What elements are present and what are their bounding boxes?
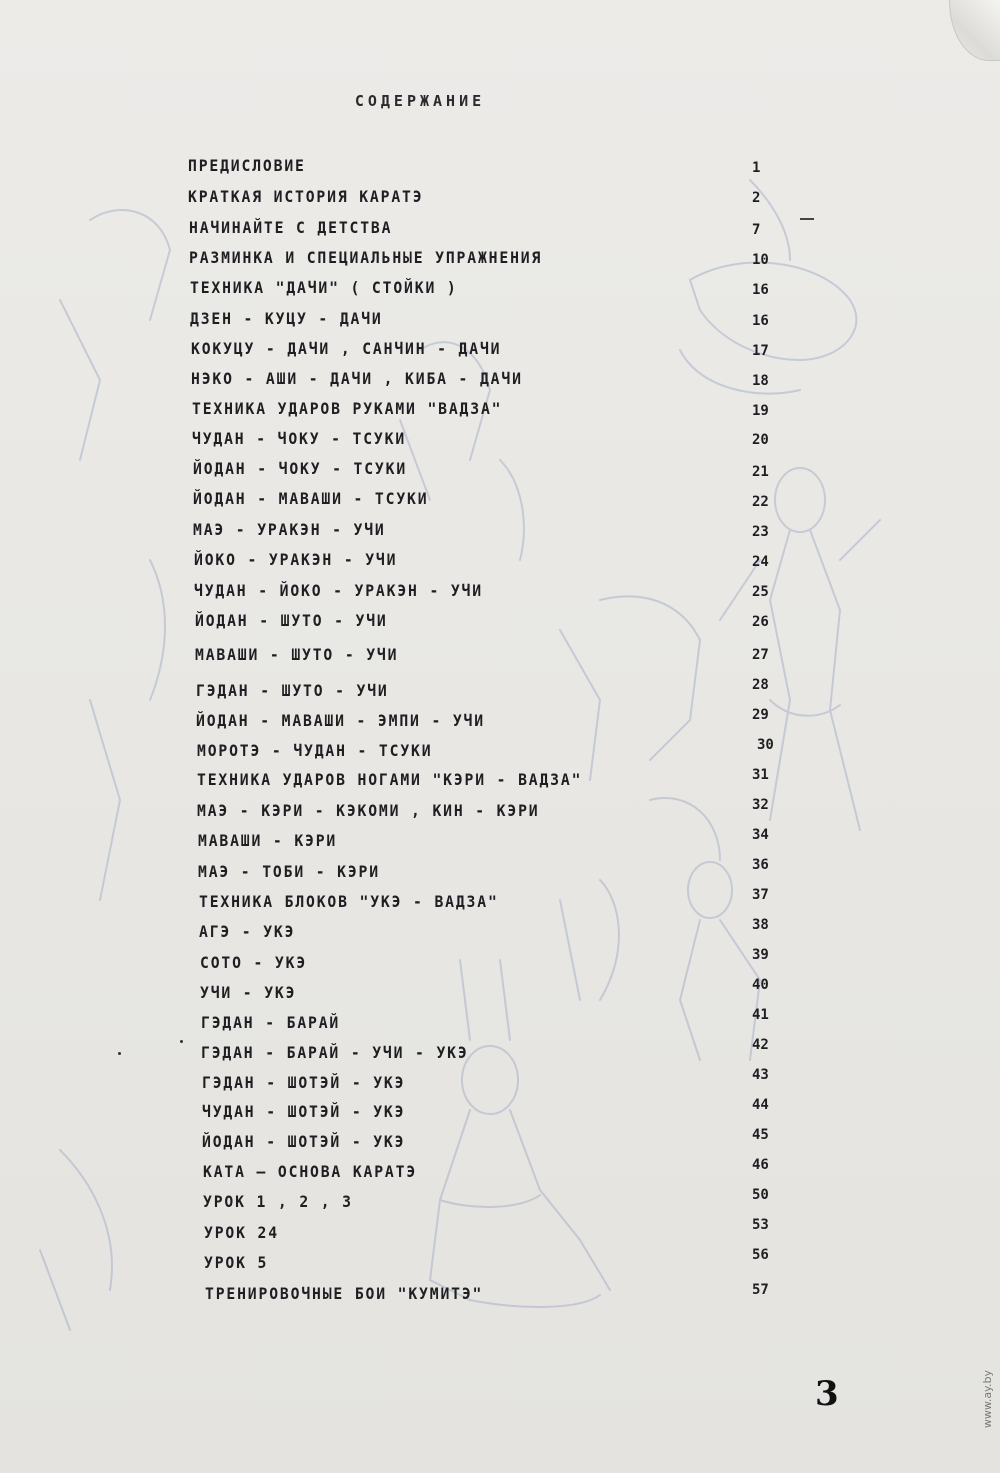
toc-entry-label: МАВАШИ - КЭРИ [198,831,338,850]
page-number: 3 [815,1374,839,1414]
toc-entry-label: ГЭДАН - БАРАЙ [201,1013,341,1032]
toc-entry-page: 56 [752,1247,769,1263]
toc-entry-label: ЙОДАН - ЧОКУ - ТСУКИ [193,459,408,478]
toc-entry-page: 40 [752,977,769,993]
toc-entry-page: 31 [752,767,769,783]
watermark-text: www.ay.by [981,1370,994,1429]
toc-entry-page: 34 [752,827,769,843]
ink-speck [118,1052,121,1055]
toc-entry-page: 57 [752,1282,769,1298]
toc-entry-page: 43 [752,1067,769,1083]
toc-entry-page: 19 [752,403,769,419]
toc-entry-page: 44 [752,1097,769,1113]
toc-entry-label: КОКУЦУ - ДАЧИ , САНЧИН - ДАЧИ [191,339,502,358]
toc-entry-page: 38 [752,917,769,933]
toc-entry-label: ГЭДАН - БАРАЙ - УЧИ - УКЭ [201,1043,469,1062]
toc-entry-label: ПРЕДИСЛОВИЕ [188,156,306,175]
toc-entry-page: 24 [752,554,769,570]
toc-entry-page: 45 [752,1127,769,1143]
toc-entry-label: УРОК 5 [204,1253,269,1272]
toc-entry-page: 25 [752,584,769,600]
toc-entry-label: МАЭ - КЭРИ - КЭКОМИ , КИН - КЭРИ [197,801,540,820]
toc-entry-label: РАЗМИНКА И СПЕЦИАЛЬНЫЕ УПРАЖНЕНИЯ [189,248,543,267]
toc-entry-label: МАВАШИ - ШУТО - УЧИ [195,645,399,664]
toc-entry-label: УРОК 24 [204,1223,279,1242]
toc-entry-page: 16 [752,282,769,298]
toc-entry-label: ЙОДАН - МАВАШИ - ЭМПИ - УЧИ [196,711,485,730]
toc-entry-label: КАТА — ОСНОВА КАРАТЭ [203,1162,418,1181]
toc-entry-label: ГЭДАН - ШУТО - УЧИ [196,681,389,700]
toc-entry-label: МОРОТЭ - ЧУДАН - ТСУКИ [197,741,433,760]
toc-entry-label: ТЕХНИКА БЛОКОВ "УКЭ - ВАДЗА" [199,892,499,911]
toc-entry-label: ТЕХНИКА УДАРОВ РУКАМИ "ВАДЗА" [192,399,503,418]
toc-entry-page: 46 [752,1157,769,1173]
toc-entry-page: 26 [752,614,769,630]
toc-entry-label: ДЗЕН - КУЦУ - ДАЧИ [190,309,383,328]
toc-entry-page: 1 [752,160,761,176]
toc-entry-page: 39 [752,947,769,963]
toc-entry-label: ЙОДАН - МАВАШИ - ТСУКИ [193,489,429,508]
toc-entry-page: 23 [752,524,769,540]
toc-entry-label: НЭКО - АШИ - ДАЧИ , КИБА - ДАЧИ [191,369,523,388]
toc-entry-label: ТЕХНИКА "ДАЧИ" ( СТОЙКИ ) [190,278,458,297]
toc-entry-page: 42 [752,1037,769,1053]
toc-entry-page: 7 [752,222,761,238]
toc-entry-page: 29 [752,707,769,723]
toc-entry-page: 20 [752,432,769,448]
toc-entry-page: 22 [752,494,769,510]
toc-entry-label: НАЧИНАЙТЕ С ДЕТСТВА [189,218,393,237]
toc-entry-label: АГЭ - УКЭ [199,922,296,941]
toc-entry-page: 30 [757,737,774,753]
toc-entry-label: ТЕХНИКА УДАРОВ НОГАМИ "КЭРИ - ВАДЗА" [197,770,583,789]
toc-entry-label: МАЭ - УРАКЭН - УЧИ [193,520,386,539]
toc-entry-page: 37 [752,887,769,903]
toc-entry-page: 41 [752,1007,769,1023]
toc-entry-label: УЧИ - УКЭ [200,983,297,1002]
toc-entry-page: 28 [752,677,769,693]
toc-entry-label: ТРЕНИРОВОЧНЫЕ БОИ "КУМИТЭ" [205,1284,484,1303]
toc-entry-label: ЙОКО - УРАКЭН - УЧИ [194,550,398,569]
toc-entry-page: 2 [752,190,761,206]
toc-entry-label: КРАТКАЯ ИСТОРИЯ КАРАТЭ [188,187,424,206]
toc-entry-page: 36 [752,857,769,873]
margin-dash-mark [800,218,814,220]
toc-entry-label: ГЭДАН - ШОТЭЙ - УКЭ [202,1073,406,1092]
toc-entry-label: ЧУДАН - ЙОКО - УРАКЭН - УЧИ [194,581,483,600]
toc-entry-label: ЧУДАН - ШОТЭЙ - УКЭ [202,1102,406,1121]
toc-title: СОДЕРЖАНИЕ [354,92,486,110]
toc-entry-label: ЧУДАН - ЧОКУ - ТСУКИ [192,429,407,448]
toc-entry-page: 21 [752,464,769,480]
toc-entry-page: 17 [752,343,769,359]
ink-speck [180,1040,183,1043]
toc-entry-page: 18 [752,373,769,389]
toc-entry-label: ЙОДАН - ШУТО - УЧИ [195,611,388,630]
toc-entry-label: ЙОДАН - ШОТЭЙ - УКЭ [202,1132,406,1151]
toc-entry-page: 27 [752,647,769,663]
toc-entry-page: 50 [752,1187,769,1203]
toc-entry-page: 32 [752,797,769,813]
toc-entry-label: СОТО - УКЭ [200,953,308,972]
toc-entry-page: 53 [752,1217,769,1233]
toc-entry-label: МАЭ - ТОБИ - КЭРИ [198,862,380,881]
toc-entry-page: 16 [752,313,769,329]
toc-entry-label: УРОК 1 , 2 , 3 [203,1192,353,1211]
toc-entry-page: 10 [752,252,769,268]
